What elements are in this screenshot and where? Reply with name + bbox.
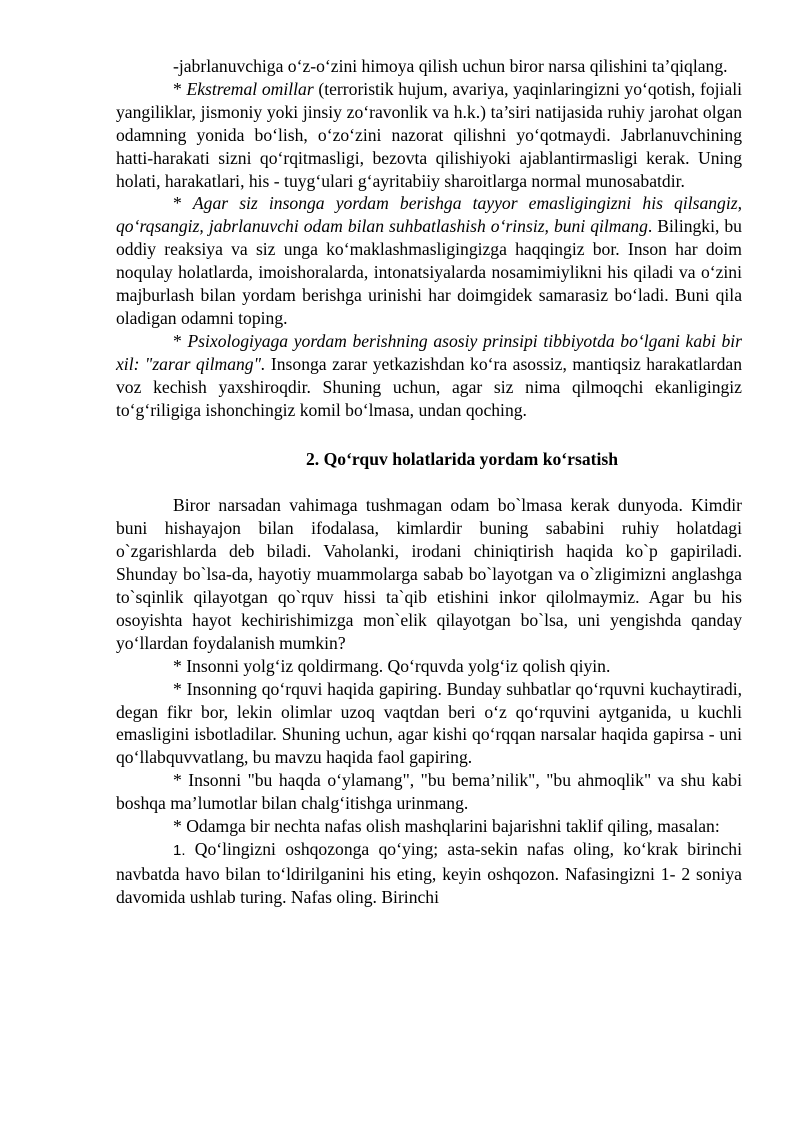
section-heading: 2. Qo‘rquv holatlarida yordam ko‘rsatish: [306, 448, 618, 469]
paragraph-text: (terroristik hujum, avariya, yaqinlaringizni yo‘qotish, fojiali yangiliklar, jismoniy yoki jinsiy zo‘ravonlik va h.k.) ta’siri natijasida ruhiy jarohat olgan odamning yonida bo‘lish, o‘zo‘zini nazorat qilishni yo‘qotmaydi. Jabrlanuvchining hatti-harakati sizni qo‘rqitmasligi, bezovta qilishiyoki ajablantirmasligi kerak. Uning holati, harakatlari, his - tuyg‘ulari g‘ayritabiiy sharoitlarga normal munosabatdir.: [116, 78, 742, 191]
bullet-star: *: [173, 78, 187, 99]
paragraph-text: Insonga zarar yetkazishdan ko‘ra asossiz, mantiqsiz harakatlardan voz kechish yaxshiroqdir. Shuning uchun, agar siz nima qilmoqchi ekanligingiz to‘g‘riligiga ishonchingiz komil bo‘lmasa, undan qoching.: [116, 353, 742, 420]
paragraph-victim-protection: -jabrlanuvchiga o‘z-o‘zini himoya qilish uchun biror narsa qilishini ta’qiqlang.: [173, 56, 728, 76]
emphasis-text: Agar siz insonga yordam berishga tayyor emasligingizni his qilsangiz, qo‘rqsangiz, jabrlanuvchi odam bilan suhbatlashish o‘rinsiz, buni qilmang: [116, 193, 742, 237]
paragraph-talk-about-fear: * Insonning qo‘rquvi haqida gapiring. Bunday suhbatlar qo‘rquvni kuchaytiradi, degan fikr bor, lekin olimlar uzoq vaqtdan beri o‘z qo‘rquvini aytganida, u kuchli emasligini isbotladilar. Shuning uchun, agar kishi qo‘rqqan narsalar haqida gapirsa - uni qo‘llabquvvatlang, bu mavzu haqida faol gapiring.: [116, 678, 742, 768]
paragraph-text: . Bilingki, bu oddiy reaksiya va siz unga ko‘maklashmasligingizga haqqingiz bor. Inson har doim noqulay holatlarda, imoishoralarda, intonatsiyalarda nosamimiylikni his qiladi va o‘zini majburlash bilan yordam berishga urinishi har doimgidek samarasiz bo‘ladi. Buni qila oladigan odamni toping.: [116, 216, 742, 328]
paragraph-no-distraction: * Insonni "bu haqda o‘ylamang", "bu bema’nilik", "bu ahmoqlik" va shu kabi boshqa ma’lumotlar bilan chalg‘itishga urinmang.: [116, 770, 742, 814]
emphasis-text: Ekstremal omillar: [186, 78, 314, 99]
paragraph-text: Qo‘lingizni oshqozonga qo‘ying; asta-sekin nafas oling, ko‘krak birinchi navbatda havo bilan to‘ldirilganini his eting, keyin oshqozon. Nafasingizni 1- 2 soniya davomida ushlab turing. Nafas oling. Birinchi: [116, 839, 742, 907]
bullet-star: *: [173, 330, 188, 351]
paragraph-do-no-harm: [116, 330, 742, 422]
bullet-star: *: [173, 193, 193, 214]
paragraph-breathing-offer: * Odamga bir nechta nafas olish mashqlarini bajarishni taklif qiling, masalan:: [173, 816, 720, 837]
list-number: 1.: [173, 842, 186, 859]
paragraph-not-ready: [116, 192, 742, 329]
emphasis-text: Psixologiyaga yordam berishning asosiy prinsipi tibbiyotda bo‘lgani kabi bir xil: "zarar qilmang".: [116, 330, 742, 374]
document-page: [116, 55, 742, 909]
paragraph-not-alone: * Insonni yolg‘iz qoldirmang. Qo‘rquvda yolg‘iz qolish qiyin.: [173, 655, 611, 676]
paragraph-breathing-step-1: [116, 838, 742, 909]
paragraph-extreme-factors: [116, 78, 742, 193]
paragraph-fear-intro: Biror narsadan vahimaga tushmagan odam bo`lmasa kerak dunyoda. Kimdir buni hishayajon bilan ifodalasa, kimlardir buning sababini ruhiy holatdagi o`zgarishlarda deb biladi. Vaholanki, irodani chiniqtirish haqida ko`p gapiriladi. Shunday bo`lsa-da, hayotiy muammolarga sabab bo`layotgan va o`zligimizni anglashga to`sqinlik qilayotgan qo`rquv hissi ta`qib etishini inkor qilolmaymiz. Agar bu his osoyishta hayot kechirishimizga mon`elik qilayotgan bo`lsa, uni yengishda qanday yo‘llardan foydalanish mumkin?: [116, 495, 742, 653]
